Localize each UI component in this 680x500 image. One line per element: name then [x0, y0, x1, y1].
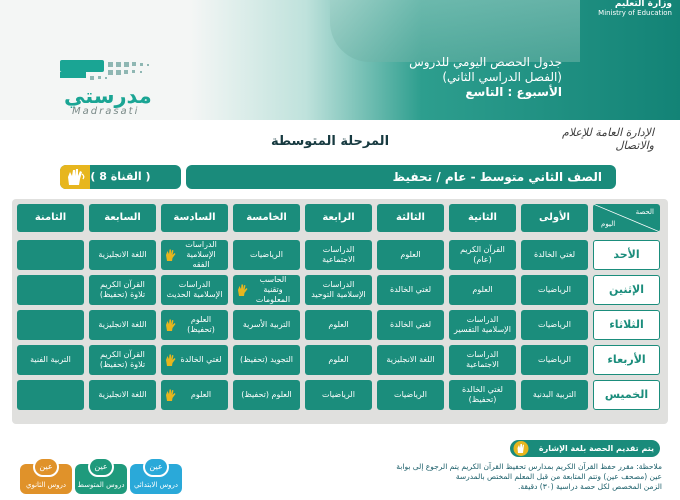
sign-hand-icon [60, 165, 90, 189]
schedule-grid [12, 199, 668, 424]
lesson-cell [17, 345, 84, 375]
lesson-cell [521, 310, 588, 340]
ain-badge: عين [33, 457, 59, 477]
lesson-name: الرياضيات [538, 320, 571, 329]
ministry-logo [582, 0, 672, 18]
period-header: الثالثة [377, 204, 444, 232]
middle-lessons-label: دروس المتوسط [77, 481, 125, 489]
corner-header [593, 204, 660, 232]
sign-language-badge [60, 165, 90, 189]
lesson-cell [161, 275, 228, 305]
admin-calligraphy-logo: الإدارة العامة للإعلام والاتصال [561, 126, 654, 152]
lesson-name: العلوم (تحفيظ) [241, 390, 292, 399]
lesson-name: الرياضيات [322, 390, 355, 399]
lesson-name: التربية الأسرية [242, 320, 291, 329]
lesson-cell [449, 310, 516, 340]
lesson-name: اللغة الانجليزية [98, 250, 147, 259]
schedule-title: جدول الحصص اليومي للدروس [409, 55, 562, 69]
lesson-cell [305, 310, 372, 340]
note-line: الزمن المخصص لكل حصة دراسية (٣٠) دقيقة. [518, 482, 662, 491]
lesson-cell [305, 345, 372, 375]
lesson-name: الرياضيات [250, 250, 283, 259]
lesson-name: لغتي الخالدة [534, 250, 576, 259]
lesson-name: الدراسات الإسلامية التفسير [454, 315, 511, 334]
lesson-name: الرياضيات [538, 285, 571, 294]
day-label: الثلاثاء [593, 310, 660, 340]
notes [232, 462, 662, 492]
period-header: الرابعة [305, 204, 372, 232]
lesson-cell [305, 275, 372, 305]
lesson-cell [233, 310, 300, 340]
lesson-name: التجويد (تحفيظ) [239, 355, 294, 364]
header-titles [312, 55, 562, 100]
lesson-name: التربية الفنية [30, 355, 71, 364]
lesson-name: لغتي الخالدة [390, 320, 432, 329]
lesson-cell [161, 310, 228, 340]
lesson-name: الدراسات الإسلامية الفقه [185, 240, 217, 269]
lesson-cell [449, 275, 516, 305]
logo-text-en: Madrasati [72, 106, 140, 117]
lesson-name: اللغة الانجليزية [98, 390, 147, 399]
lesson-name: العلوم (تحفيظ) [187, 315, 215, 334]
lesson-cell [521, 380, 588, 410]
lesson-name: الدراسات الاجتماعية [322, 245, 355, 264]
logo-text-ar: مدرستي [64, 84, 152, 108]
period-header: الثامنة [17, 204, 84, 232]
sign-hand-icon [164, 318, 177, 332]
lesson-cell [89, 345, 156, 375]
ministry-name-ar: وزارة التعليم [614, 0, 672, 9]
period-header: السابعة [89, 204, 156, 232]
secondary-lessons-button[interactable] [20, 464, 72, 494]
middle-lessons-button[interactable] [75, 464, 127, 494]
sign-hand-icon [164, 388, 177, 402]
lesson-cell [377, 240, 444, 270]
lesson-name: اللغة الانجليزية [386, 355, 435, 364]
lesson-name: التربية البدنية [532, 390, 577, 399]
empty-cell [17, 310, 84, 340]
lesson-name: اللغة الانجليزية [98, 320, 147, 329]
day-label: الإثنين [593, 275, 660, 305]
sign-language-note [510, 440, 660, 457]
lesson-name: العلوم [328, 320, 349, 329]
lesson-name: العلوم [328, 355, 349, 364]
sign-hand-icon [236, 283, 249, 297]
lesson-name: القرآن الكريم تلاوة (تحفيظ) [99, 280, 146, 299]
lesson-name: الدراسات الإسلامية التوحيد [311, 280, 366, 299]
lesson-cell [161, 345, 228, 375]
lesson-cell [521, 275, 588, 305]
day-label: الخميس [593, 380, 660, 410]
lesson-cell [449, 380, 516, 410]
ministry-name-en: Ministry of Education [598, 9, 672, 17]
lesson-cell [89, 310, 156, 340]
lesson-cell [161, 240, 228, 270]
lesson-cell [233, 345, 300, 375]
lesson-cell [89, 380, 156, 410]
lesson-name: الدراسات الإسلامية الحديث [166, 280, 223, 299]
corner-period-label: الحصة [635, 208, 654, 216]
lesson-cell [377, 380, 444, 410]
ain-badge: عين [88, 457, 114, 477]
sign-hand-icon [513, 441, 529, 456]
lesson-cell [377, 310, 444, 340]
secondary-lessons-label: دروس الثانوي [25, 481, 66, 489]
lesson-name: لغتي الخالدة [390, 285, 432, 294]
lesson-name: العلوم [472, 285, 493, 294]
lesson-name: القرآن الكريم (عام) [460, 245, 505, 264]
lesson-cell [233, 275, 300, 305]
sign-hand-icon [164, 353, 177, 367]
lesson-cell [449, 240, 516, 270]
class-bar: الصف الثاني متوسط - عام / تحفيظ [186, 165, 616, 189]
lesson-name: العلوم [190, 390, 212, 399]
lesson-name: الرياضيات [394, 390, 427, 399]
period-header: الأولى [521, 204, 588, 232]
lesson-cell [377, 345, 444, 375]
day-label: الأربعاء [593, 345, 660, 375]
lesson-cell [161, 380, 228, 410]
empty-cell [17, 240, 84, 270]
lesson-name: لغتي الخالدة (تحفيظ) [461, 385, 503, 404]
corner-day-label: اليوم [601, 220, 616, 228]
lesson-name: القرآن الكريم تلاوة (تحفيظ) [99, 350, 146, 369]
primary-lessons-button[interactable] [130, 464, 182, 494]
period-header: الخامسة [233, 204, 300, 232]
empty-cell [17, 380, 84, 410]
lesson-name: الرياضيات [538, 355, 571, 364]
week-label: الأسبوع : التاسع [465, 85, 562, 99]
lesson-cell [233, 240, 300, 270]
note-line: ملاحظة: مقرر حفظ القرآن الكريم بمدارس تحفيظ القرآن الكريم يتم الرجوع إلى بوابة [396, 462, 662, 471]
madrasati-logo [52, 58, 182, 122]
lesson-cell [449, 345, 516, 375]
header-photo [330, 0, 580, 62]
sign-hand-icon [164, 248, 177, 262]
period-header: السادسة [161, 204, 228, 232]
stage-title: المرحلة المتوسطة [270, 134, 390, 149]
lesson-name: العلوم [400, 250, 421, 259]
day-label: الأحد [593, 240, 660, 270]
note-line: عين (مصحف عين) وتتم المتابعة من قبل المعلم المختص بالمدرسة [455, 472, 662, 481]
lesson-name: الدراسات الاجتماعية [466, 350, 499, 369]
primary-lessons-label: دروس الابتدائي [133, 481, 179, 489]
semester-label: (الفصل الدراسي الثاني) [442, 70, 562, 84]
lesson-cell [305, 380, 372, 410]
ain-badge: عين [143, 457, 169, 477]
lesson-cell [305, 240, 372, 270]
lesson-name: لغتي الخالدة [180, 355, 222, 364]
lesson-cell [89, 275, 156, 305]
lesson-cell [233, 380, 300, 410]
sign-language-note-text: يتم تقديم الحصة بلغة الإشارة [538, 444, 654, 453]
empty-cell [17, 275, 84, 305]
logo-dots-icon [52, 58, 160, 86]
channel-label: ( القناة 8 ) [90, 170, 151, 183]
lesson-cell [377, 275, 444, 305]
period-header: الثانية [449, 204, 516, 232]
lesson-cell [521, 345, 588, 375]
lesson-cell [89, 240, 156, 270]
lesson-cell [521, 240, 588, 270]
lesson-name: الحاسب وتقنية المعلومات [255, 275, 291, 304]
